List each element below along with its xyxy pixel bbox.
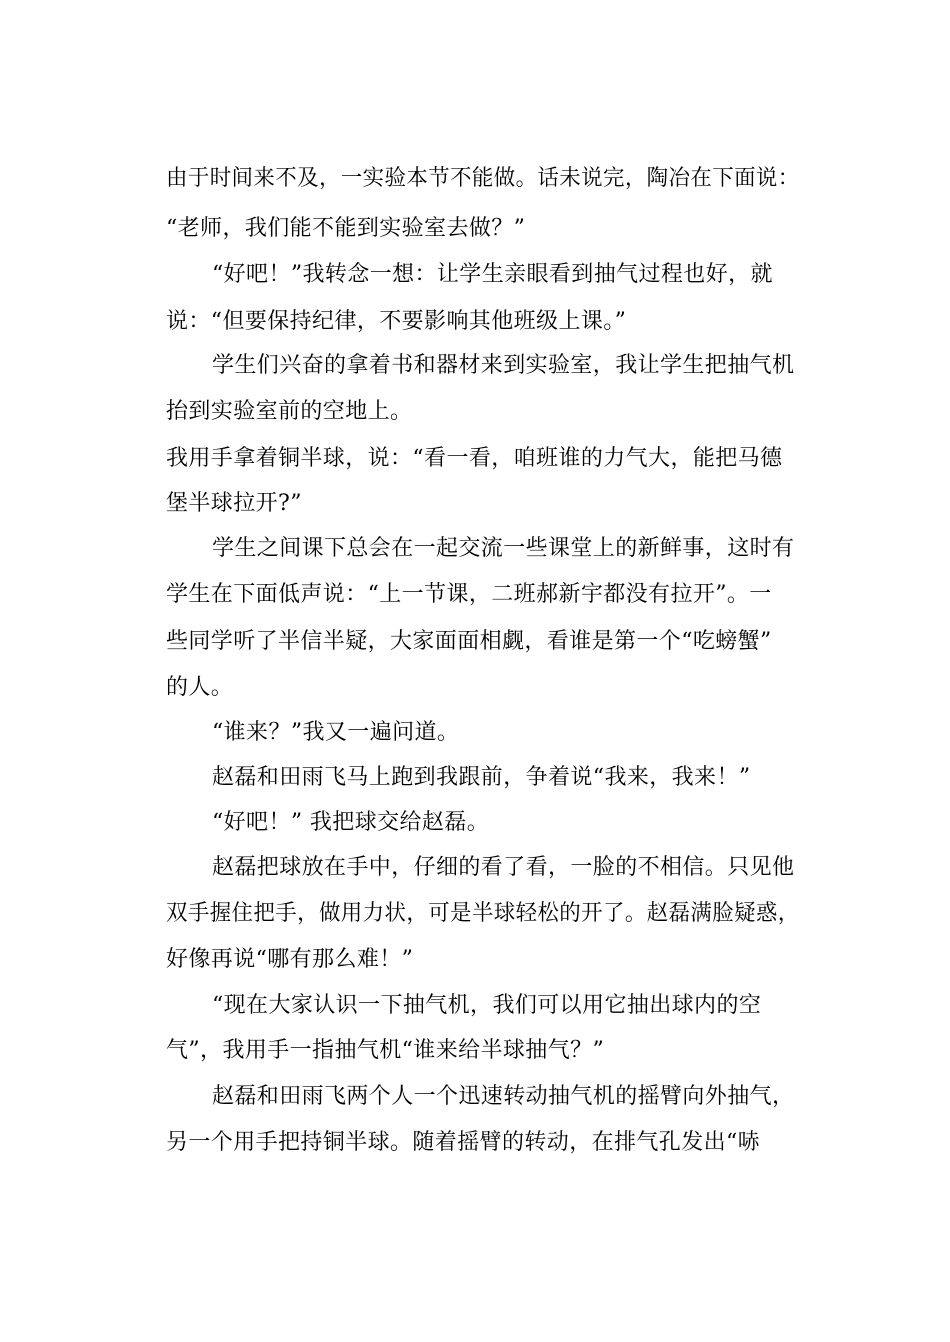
text-line: “谁来？”我又一遍问道。 xyxy=(212,720,460,745)
text-line: 些同学听了半信半疑，大家面面相觑，看谁是第一个“吃螃蟹” xyxy=(166,629,772,654)
text-line: “好吧！” 我把球交给赵磊。 xyxy=(212,810,490,835)
text-line: “现在大家认识一下抽气机，我们可以用它抽出球内的空 xyxy=(212,993,762,1018)
text-line: 学生们兴奋的拿着书和器材来到实验室，我让学生把抽气机 xyxy=(212,353,795,378)
text-line: 由于时间来不及，一实验本节不能做。话未说完，陶冶在下面说： xyxy=(166,166,800,191)
text-line: 抬到实验室前的空地上。 xyxy=(166,399,413,424)
text-line: 气”，我用手一指抽气机“谁来给半球抽气？” xyxy=(166,1038,605,1063)
text-line: 另一个用手把持铜半球。随着摇臂的转动，在排气孔发出“哧 xyxy=(166,1130,761,1155)
text-line: 赵磊和田雨飞两个人一个迅速转动抽气机的摇臂向外抽气， xyxy=(212,1084,795,1109)
text-line: 学生之间课下总会在一起交流一些课堂上的新鲜事，这时有 xyxy=(212,536,795,561)
text-line: 的人。 xyxy=(166,675,234,700)
text-line: 堡半球拉开?” xyxy=(166,491,302,516)
text-line: 好像再说“哪有那么难！” xyxy=(166,947,414,972)
text-line: 说：“但要保持纪律，不要影响其他班级上课。” xyxy=(166,309,627,334)
text-line: 赵磊和田雨飞马上跑到我跟前，争着说“我来，我来！” xyxy=(212,765,751,790)
text-line: 双手握住把手，做用力状，可是半球轻松的开了。赵磊满脸疑惑， xyxy=(166,901,800,926)
text-line: “好吧！”我转念一想：让学生亲眼看到抽气过程也好，就 xyxy=(212,262,773,287)
text-line: “老师，我们能不能到实验室去做？” xyxy=(166,216,526,241)
text-line: 学生在下面低声说：“上一节课，二班郝新宇都没有拉开”。一 xyxy=(166,582,772,607)
text-line: 赵磊把球放在手中，仔细的看了看，一脸的不相信。只见他 xyxy=(212,855,795,880)
text-line: 我用手拿着铜半球，说：“看一看，咱班谁的力气大，能把马德 xyxy=(166,446,783,471)
